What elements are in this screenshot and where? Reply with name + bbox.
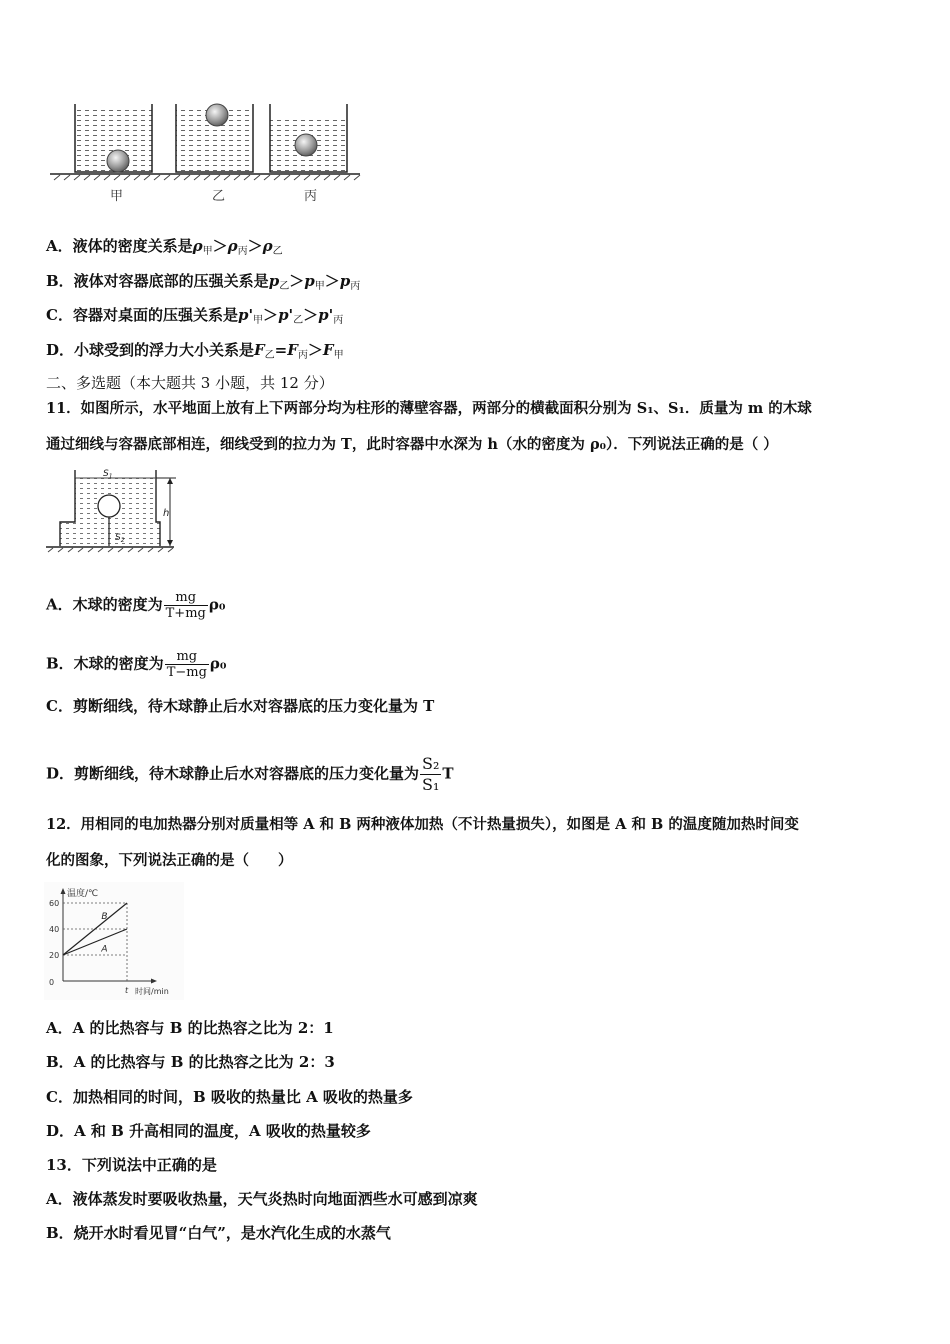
containers-figure [44,98,366,208]
q11-option-d-text: D．剪断细线，待木球静止后水对容器底的压力变化量为 [46,764,420,783]
x-tick-label: t [125,986,129,995]
q10-a-sub2: 丙 [237,246,248,257]
q11-d-den: S₁ [422,775,440,794]
q11-stem-line2: 通过细线与容器底部相连，细线受到的拉力为 T，此时容器中水深为 h（水的密度为 ρ₀）．下列说法正确的是（ ） [46,436,778,453]
container-yi [176,104,253,172]
temperature-chart [44,882,184,1000]
q11-option-a-text: A．木球的密度为 [46,595,163,614]
q11-a-num: mg [175,590,197,605]
y-tick-label: 60 [49,899,60,908]
section-title: 二、多选题（本大题共 3 小题，共 12 分） [46,374,334,392]
q11-a-den: T+mg [165,606,206,621]
q11-option-b-text: B．木球的密度为 [46,654,164,673]
q12-option-b: B．A 的比热容与 B 的比热容之比为 2：3 [46,1053,335,1071]
q11-option-a [46,590,225,621]
q10-option-a-text: A．液体的密度关系是 [46,237,193,255]
q11-b-fraction [165,649,209,680]
q11-option-c: C．剪断细线，待木球静止后水对容器底的压力变化量为 T [46,697,435,715]
container-bing [270,104,347,172]
q10-c-sub2: 乙 [293,315,304,326]
container-figure [44,466,184,558]
y-tick-label: 0 [49,978,55,987]
q11-d-fraction [420,754,441,795]
q10-a-sub3: 乙 [272,246,283,257]
q13-option-a: A．液体蒸发时要吸收热量，天气炎热时向地面洒些水可感到凉爽 [46,1190,478,1208]
q11-a-fraction [164,590,208,621]
x-axis-label: 时间/min [135,987,169,996]
ball-yi [206,104,228,126]
q10-b-sub2: 甲 [314,281,325,292]
q11-d-tail: T [442,764,454,783]
q12-option-d: D．A 和 B 升高相同的温度，A 吸收的热量较多 [46,1122,371,1140]
q12-stem-line2: 化的图象，下列说法正确的是（ ） [46,852,293,869]
q10-b-sub1: 乙 [279,281,290,292]
label-jia: 甲 [110,189,124,204]
q11-a-tail: ρ₀ [208,595,226,614]
q10-option-b: B．液体对容器底部的压强关系是$p_乙>p_甲>p_丙$ [46,272,361,292]
q13-stem: 13．下列说法中正确的是 [46,1156,217,1174]
ball-jia [107,150,129,172]
y-tick-label: 40 [49,925,60,934]
q10-b-sub3: 丙 [350,281,361,292]
q13-option-b: B．烧开水时看见冒“白气”，是水汽化生成的水蒸气 [46,1224,391,1242]
label-h: h [163,508,170,519]
q10-option-c: C．容器对桌面的压强关系是$p'_甲>p'_乙>p'_丙$ [46,306,344,326]
ball-bing [295,134,317,156]
q10-c-sub1: 甲 [253,315,264,326]
q10-d-sub1: 乙 [264,350,275,361]
series-label-a: A [101,944,108,955]
q10-c-sub3: 丙 [333,315,344,326]
label-yi: 乙 [212,189,226,204]
q12-stem-line1: 12．用相同的电加热器分别对质量相等 A 和 B 两种液体加热（不计热量损失），如图是 A 和 B 的温度随加热时间变 [46,816,799,833]
q10-a-sub1: 甲 [202,246,213,257]
q11-b-tail: ρ₀ [209,654,227,673]
y-axis-label: 温度/℃ [67,889,99,899]
q11-option-d [46,754,454,795]
label-bing: 丙 [304,189,318,204]
label-s2: $S_2$ [115,533,125,544]
container-jia [75,104,152,172]
label-s1: $S_1$ [103,469,113,480]
q12-option-a: A．A 的比热容与 B 的比热容之比为 2：1 [46,1019,334,1037]
y-tick-label: 20 [49,951,60,960]
q11-stem-line1: 11．如图所示，水平地面上放有上下两部分均为柱形的薄壁容器，两部分的横截面积分别为 S₁、S₁．质量为 m 的木球 [46,400,812,417]
q11-option-b [46,649,226,680]
q11-d-num: S₂ [422,754,440,773]
q10-option-d-text: D．小球受到的浮力大小关系是 [46,341,255,359]
q11-b-den: T−mg [166,665,207,680]
q10-d-sub3: 甲 [333,350,344,361]
q10-d-sub2: 丙 [297,350,308,361]
q10-option-d: D．小球受到的浮力大小关系是$F_乙=F_丙>F_甲$ [46,341,344,361]
series-label-b: B [101,911,108,922]
q11-b-num: mg [176,649,198,664]
q10-option-c-text: C．容器对桌面的压强关系是 [46,306,238,324]
q12-option-c: C．加热相同的时间，B 吸收的热量比 A 吸收的热量多 [46,1088,413,1106]
q10-option-a: A．液体的密度关系是$\rho_甲>\rho_丙>\rho_乙$ [46,237,283,257]
q10-option-b-text: B．液体对容器底部的压强关系是 [46,272,269,290]
wood-ball [98,495,120,517]
